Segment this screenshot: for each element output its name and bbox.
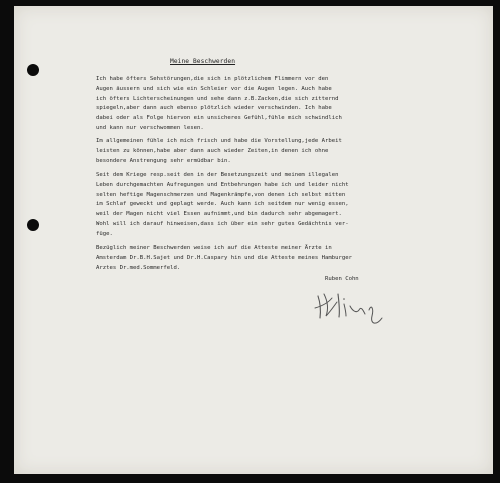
- punch-hole-top: [27, 64, 39, 76]
- text-line: Wohl will ich darauf hinweisen,dass ich über ein sehr gutes Gedächtnis ver-: [96, 221, 349, 227]
- text-line: Arztes Dr.med.Sommerfeld.: [96, 264, 181, 271]
- paragraph-medical-references: [96, 244, 496, 273]
- text-line: im Schlaf geweckt und geplagt werde. Auch kann ich seitdem nur wenig essen,: [96, 201, 349, 208]
- text-line: Amsterdam Dr.B.H.Sajet und Dr.H.Caspary hin und die Atteste meines Hamburger: [96, 254, 352, 261]
- text-line: Bezüglich meiner Beschwerden weise ich auf die Atteste meiner Ärzte in: [96, 245, 332, 251]
- paragraph-vision-complaints: [96, 75, 496, 134]
- text-line: Seit dem Kriege resp.seit den in der Besetzungszeit und meinem illegalen: [96, 172, 339, 178]
- text-line: spiegeln,aber dann auch ebenso plötzlich wieder verschwinden. Ich habe: [96, 105, 332, 112]
- text-line: weil der Magen nicht viel Essen aufnimmt,und bin dadurch sehr abgemagert.: [96, 211, 342, 218]
- text-line: selten heftige Magenschmerzen und Magenkrämpfe,von denen ich selbst mitten: [96, 191, 346, 198]
- signer-name: Ruben Cohn: [325, 276, 359, 282]
- text-line: Leben durchgemachten Aufregungen und Entbehrungen habe ich und leider nicht: [96, 181, 349, 188]
- text-line: füge.: [96, 230, 113, 237]
- text-line: leisten zu können,habe aber dann auch wieder Zeiten,in denen ich ohne: [96, 147, 329, 154]
- text-line: ich öfters Lichterscheinungen und sehe dann z.B.Zacken,die sich zitternd: [96, 95, 339, 102]
- paragraph-general-condition: [96, 137, 496, 166]
- paragraph-memory: [96, 220, 496, 240]
- text-line: Ich habe öfters Sehstörungen,die sich in plötzlichem Flimmern vor den: [96, 76, 329, 82]
- document-heading: Meine Beschwerden: [170, 58, 236, 65]
- text-line: besondere Anstrengung sehr ermüdbar bin.: [96, 157, 231, 164]
- text-line: und kann nur verschwommen lesen.: [96, 124, 204, 131]
- text-line: Im allgemeinen fühle ich mich frisch und habe die Vorstellung,jede Arbeit: [96, 138, 342, 144]
- punch-hole-bottom: [27, 219, 39, 231]
- text-line: dabei oder als Folge hiervon ein unsicheres Gefühl,fühle mich schwindlich: [96, 115, 342, 122]
- document-page: [14, 6, 493, 474]
- text-line: Augen äussern und sich wie ein Schleier vor die Augen legen. Auch habe: [96, 85, 332, 92]
- paragraph-stomach-complaints: [96, 171, 496, 220]
- handwritten-signature: [312, 286, 392, 331]
